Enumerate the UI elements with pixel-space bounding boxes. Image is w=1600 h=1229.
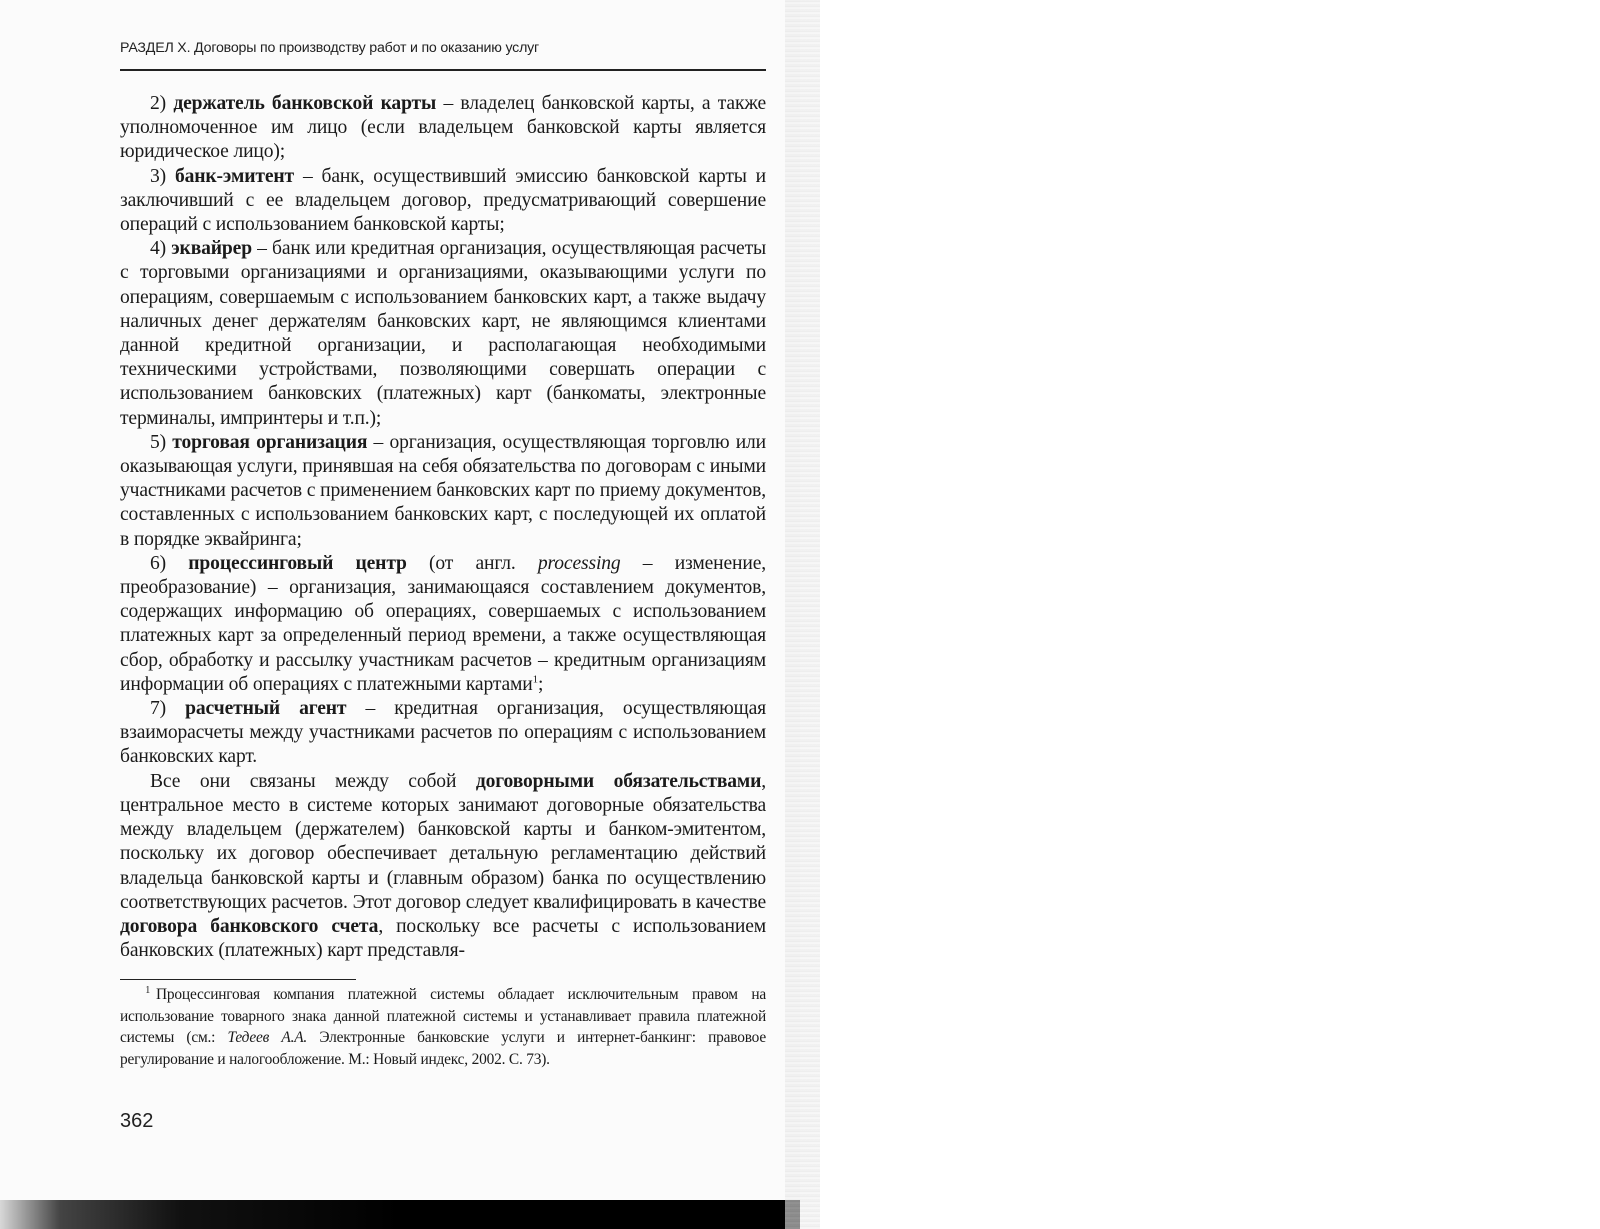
term-card-holder: держатель банковской карты <box>173 93 437 114</box>
footnote-mark: 1 <box>145 984 150 996</box>
paragraph-item-7 <box>120 697 766 770</box>
definition-text: – банк, осуществивший эмиссию банковской карты и заключивший с ее владельцем договор, предусматривающий совершение операций с использованием банковской карты; <box>120 165 767 236</box>
term-processing-center: процессинговый центр <box>188 552 407 574</box>
paragraph-item-4 <box>120 237 766 431</box>
item-number: 6) <box>150 552 167 574</box>
term-issuing-bank: банк-эмитент <box>174 165 295 187</box>
item-number: 5) <box>150 431 167 453</box>
header-rule <box>120 69 766 71</box>
paragraph-summary <box>120 770 766 964</box>
paragraph-item-6 <box>120 552 766 697</box>
item-number: 3) <box>150 165 167 187</box>
paragraph-item-5 <box>120 431 766 552</box>
definition-text: ; <box>537 673 544 695</box>
term-acquirer: эквайрер <box>171 238 252 260</box>
definition-text: – кредитная организация, осуществляющая взаиморасчеты между участниками расчетов по операциям с использованием банковских карт. <box>120 698 766 768</box>
footnote-text: Процессинговая компания платежной системы обладает исключительным правом на использование товарного знака данной платежной системы и устанавливает правила платежной системы (см.: <box>120 986 766 1047</box>
page-number: 362 <box>120 1110 154 1132</box>
footnote-text: Электронные банковские услуги и интернет-банкинг: правовое регулирование и налогообложение. М.: Новый индекс, 2002. С. 73). <box>120 1029 766 1068</box>
scan-edge-shadow <box>0 1200 800 1229</box>
footnote-reference[interactable]: 1 <box>532 673 538 686</box>
term-bank-account-contract: договора банковского счета <box>120 915 379 937</box>
term-contractual-obligations: договорными обязательствами <box>475 770 762 792</box>
definition-text: (от англ. <box>406 552 538 574</box>
page-binding-edge <box>785 0 820 1229</box>
term-merchant: торговая организация <box>172 431 368 453</box>
item-number: 4) <box>150 238 167 260</box>
footnote-author: Тедеев А.А. <box>227 1029 308 1047</box>
item-number: 2) <box>150 93 167 114</box>
foreign-word: processing <box>537 552 621 574</box>
paragraph-text: , центральное место в системе которых занимают договорные обязательства между владельцем (держателем) банковской карты и банком-эмитентом, поскольку их договор обеспечивает детальную регламентацию действий владельца банковской карты и (главным образом) банка по осуществлению соответствующих расчетов. Этот договор следует квалифицировать в качестве <box>120 770 766 913</box>
paragraph-text: , поскольку все расчеты с использованием банковских (платежных) карт представля- <box>120 915 766 962</box>
definition-text: – владелец банковской карты, а также уполномоченное им лицо (если владельцем банковской карты является юридическое лицо); <box>120 93 767 163</box>
running-header: РАЗДЕЛ X. Договоры по производству работ и по оказанию услуг <box>120 40 540 56</box>
definition-text: – организация, осуществляющая торговлю или оказывающая услуги, принявшая на себя обязательства по договорам с иными участниками расчетов с применением банковских карт по приему документов, составленных с использованием банковских карт, с последующей их оплатой в порядке эквайринга; <box>120 431 766 550</box>
footnote <box>120 984 766 1070</box>
footnote-rule <box>120 979 356 980</box>
paragraph-item-2 <box>120 92 766 165</box>
definition-text: – изменение, преобразование) – организация, занимающаяся составлением документов, содержащих информацию об операциях, совершаемых с использованием платежных карт за определенный период времени, а также осуществляющая сбор, обработку и рассылку участникам расчетов – кредитным организациям информации об операциях с платежными картами <box>120 552 766 695</box>
definition-text: – банк или кредитная организация, осуществляющая расчеты с торговыми организациями и организациями, оказывающими услуги по операциям, совершаемым с использованием банковских карт, а также выдачу наличных денег держателям банковских карт, не являющимся клиентами данной кредитной организации, и располагающая необходимыми техническими устройствами, позволяющими совершать операции с использованием банковских (платежных) карт (банкоматы, электронные терминалы, импринтеры и т.п.); <box>120 238 766 429</box>
paragraph-text: Все они связаны между собой <box>150 770 476 792</box>
item-number: 7) <box>150 698 167 720</box>
term-settlement-agent: расчетный агент <box>185 698 347 720</box>
main-text <box>120 92 766 963</box>
paragraph-item-3 <box>120 165 766 238</box>
